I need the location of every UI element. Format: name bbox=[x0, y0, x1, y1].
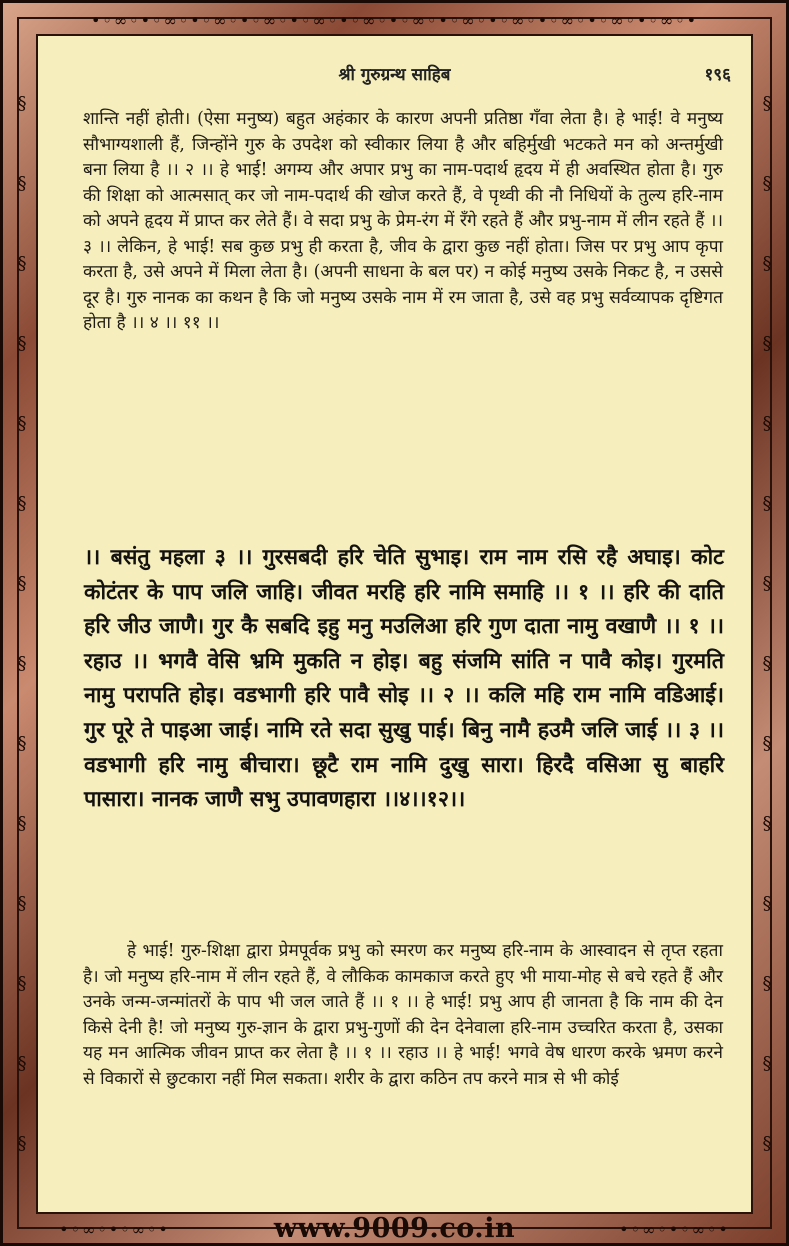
commentary-bottom bbox=[83, 939, 723, 1092]
commentary-bottom-text: हे भाई! गुरु-शिक्षा द्वारा प्रेमपूर्वक प्रभु को स्मरण कर मनुष्य हरि-नाम के आस्वादन से तृप्त रहता है। जो मनुष्य हरि-नाम में लीन रहते हैं, वे लौकिक कामकाज करते हुए भी माया-मोह से बचे रहते हैं और उनके जन्म-जन्मांतरों के पाप भी जल जाते हैं ।। १ ।। हे भाई! प्रभु आप ही जानता है कि नाम की देन किसे देनी है! जो मनुष्य गुरु-ज्ञान के द्वारा प्रभु-गुणों की देन देनेवाला हरि-नाम उच्चरित करता है, उसका यह मन आत्मिक जीवन प्राप्त कर लेता है ।। १ ।। रहाउ ।। हे भाई! भगवे वेष धारण करके भ्रमण करने से विकारों से छुटकारा नहीं मिल सकता। शरीर के द्वारा कठिन तप करने मात्र से भी कोई bbox=[83, 941, 723, 1089]
page-title: श्री गुरुग्रन्थ साहिब bbox=[338, 65, 451, 85]
commentary-top bbox=[83, 107, 723, 337]
gurbani-verse bbox=[84, 541, 724, 818]
bottom-ornament-border: •◦∞◦•◦∞◦• bbox=[59, 1219, 170, 1239]
website-watermark: www.9009.co.in bbox=[273, 1213, 516, 1244]
left-ornament-border: § § § § § § § § § § § § § § bbox=[17, 92, 27, 1154]
verse-text: ।। बसंतु महला ३ ।। गुरसबदी हरि चेति सुभाइ। राम नाम रसि रहै अघाइ। कोट कोटंतर के पाप जलि जाहि। जीवत मरहि हरि नामि समाहि ।। १ ।। हरि की दाति हरि जीउ जाणै। गुर कै सबदि इहु मनु मउलिआ हरि गुण दाता नामु वखाणै ।। १ ।। रहाउ ।। भगवै वेसि भ्रमि मुकति न होइ। बहु संजमि सांति न पावै कोइ। गुरमति नामु परापति होइ। वडभागी हरि पावै सोइ ।। २ ।। कलि महि राम नामि वडिआई। गुर पूरे ते पाइआ जाई। नामि रते सदा सुखु पाई। बिनु नामै हउमै जलि जाई ।। ३ ।। वडभागी हरि नामु बीचारा। छूटै राम नामि दुखु सारा। हिरदै वसिआ सु बाहरि पासारा। नानक जाणै सभु उपावणहारा ।।४।।१२।। bbox=[84, 545, 724, 813]
top-ornament-border: •◦∞◦•◦∞◦•◦∞◦•◦∞◦•◦∞◦•◦∞◦•◦∞◦•◦∞◦•◦∞◦•◦∞◦•◦∞◦•◦∞◦• bbox=[90, 10, 699, 30]
right-ornament-border: § § § § § § § § § § § § § § bbox=[762, 92, 772, 1154]
bottom-ornament-border-right: •◦∞◦•◦∞◦• bbox=[619, 1219, 730, 1239]
page-number: १९६ bbox=[704, 65, 731, 85]
page-header bbox=[36, 62, 753, 84]
commentary-top-text: शान्ति नहीं होती। (ऐसा मनुष्य) बहुत अहंकार के कारण अपनी प्रतिष्ठा गँवा लेता है। हे भाई! वे मनुष्य सौभाग्यशाली हैं, जिन्होंने गुरु के उपदेश को स्वीकार लिया है और बहिर्मुखी भटकते मन को अन्तर्मुखी बना लिया है ।। २ ।। हे भाई! अगम्य और अपार प्रभु का नाम-पदार्थ हृदय में ही अवस्थित होता है। गुरु की शिक्षा को आत्मसात् कर जो नाम-पदार्थ की खोज करते हैं, वे पृथ्वी की नौ निधियों के तुल्य हरि-नाम को अपने हृदय में प्राप्त कर लेते हैं। वे सदा प्रभु के प्रेम-रंग में रँगे रहते हैं और प्रभु-नाम में लीन रहते हैं ।। ३ ।। लेकिन, हे भाई! सब कुछ प्रभु ही करता है, जीव के द्वारा कुछ नहीं होता। जिस पर प्रभु आप कृपा करता है, उसे अपने में मिला लेता है। (अपनी साधना के बल पर) न कोई मनुष्य उसके निकट है, न उससे दूर है। गुरु नानक का कथन है कि जो मनुष्य उसके नाम में रम जाता है, उसे वह प्रभु सर्वव्यापक दृष्टिगत होता है ।। ४ ।। ११ ।। bbox=[83, 109, 723, 333]
scripture-page bbox=[36, 34, 753, 1214]
